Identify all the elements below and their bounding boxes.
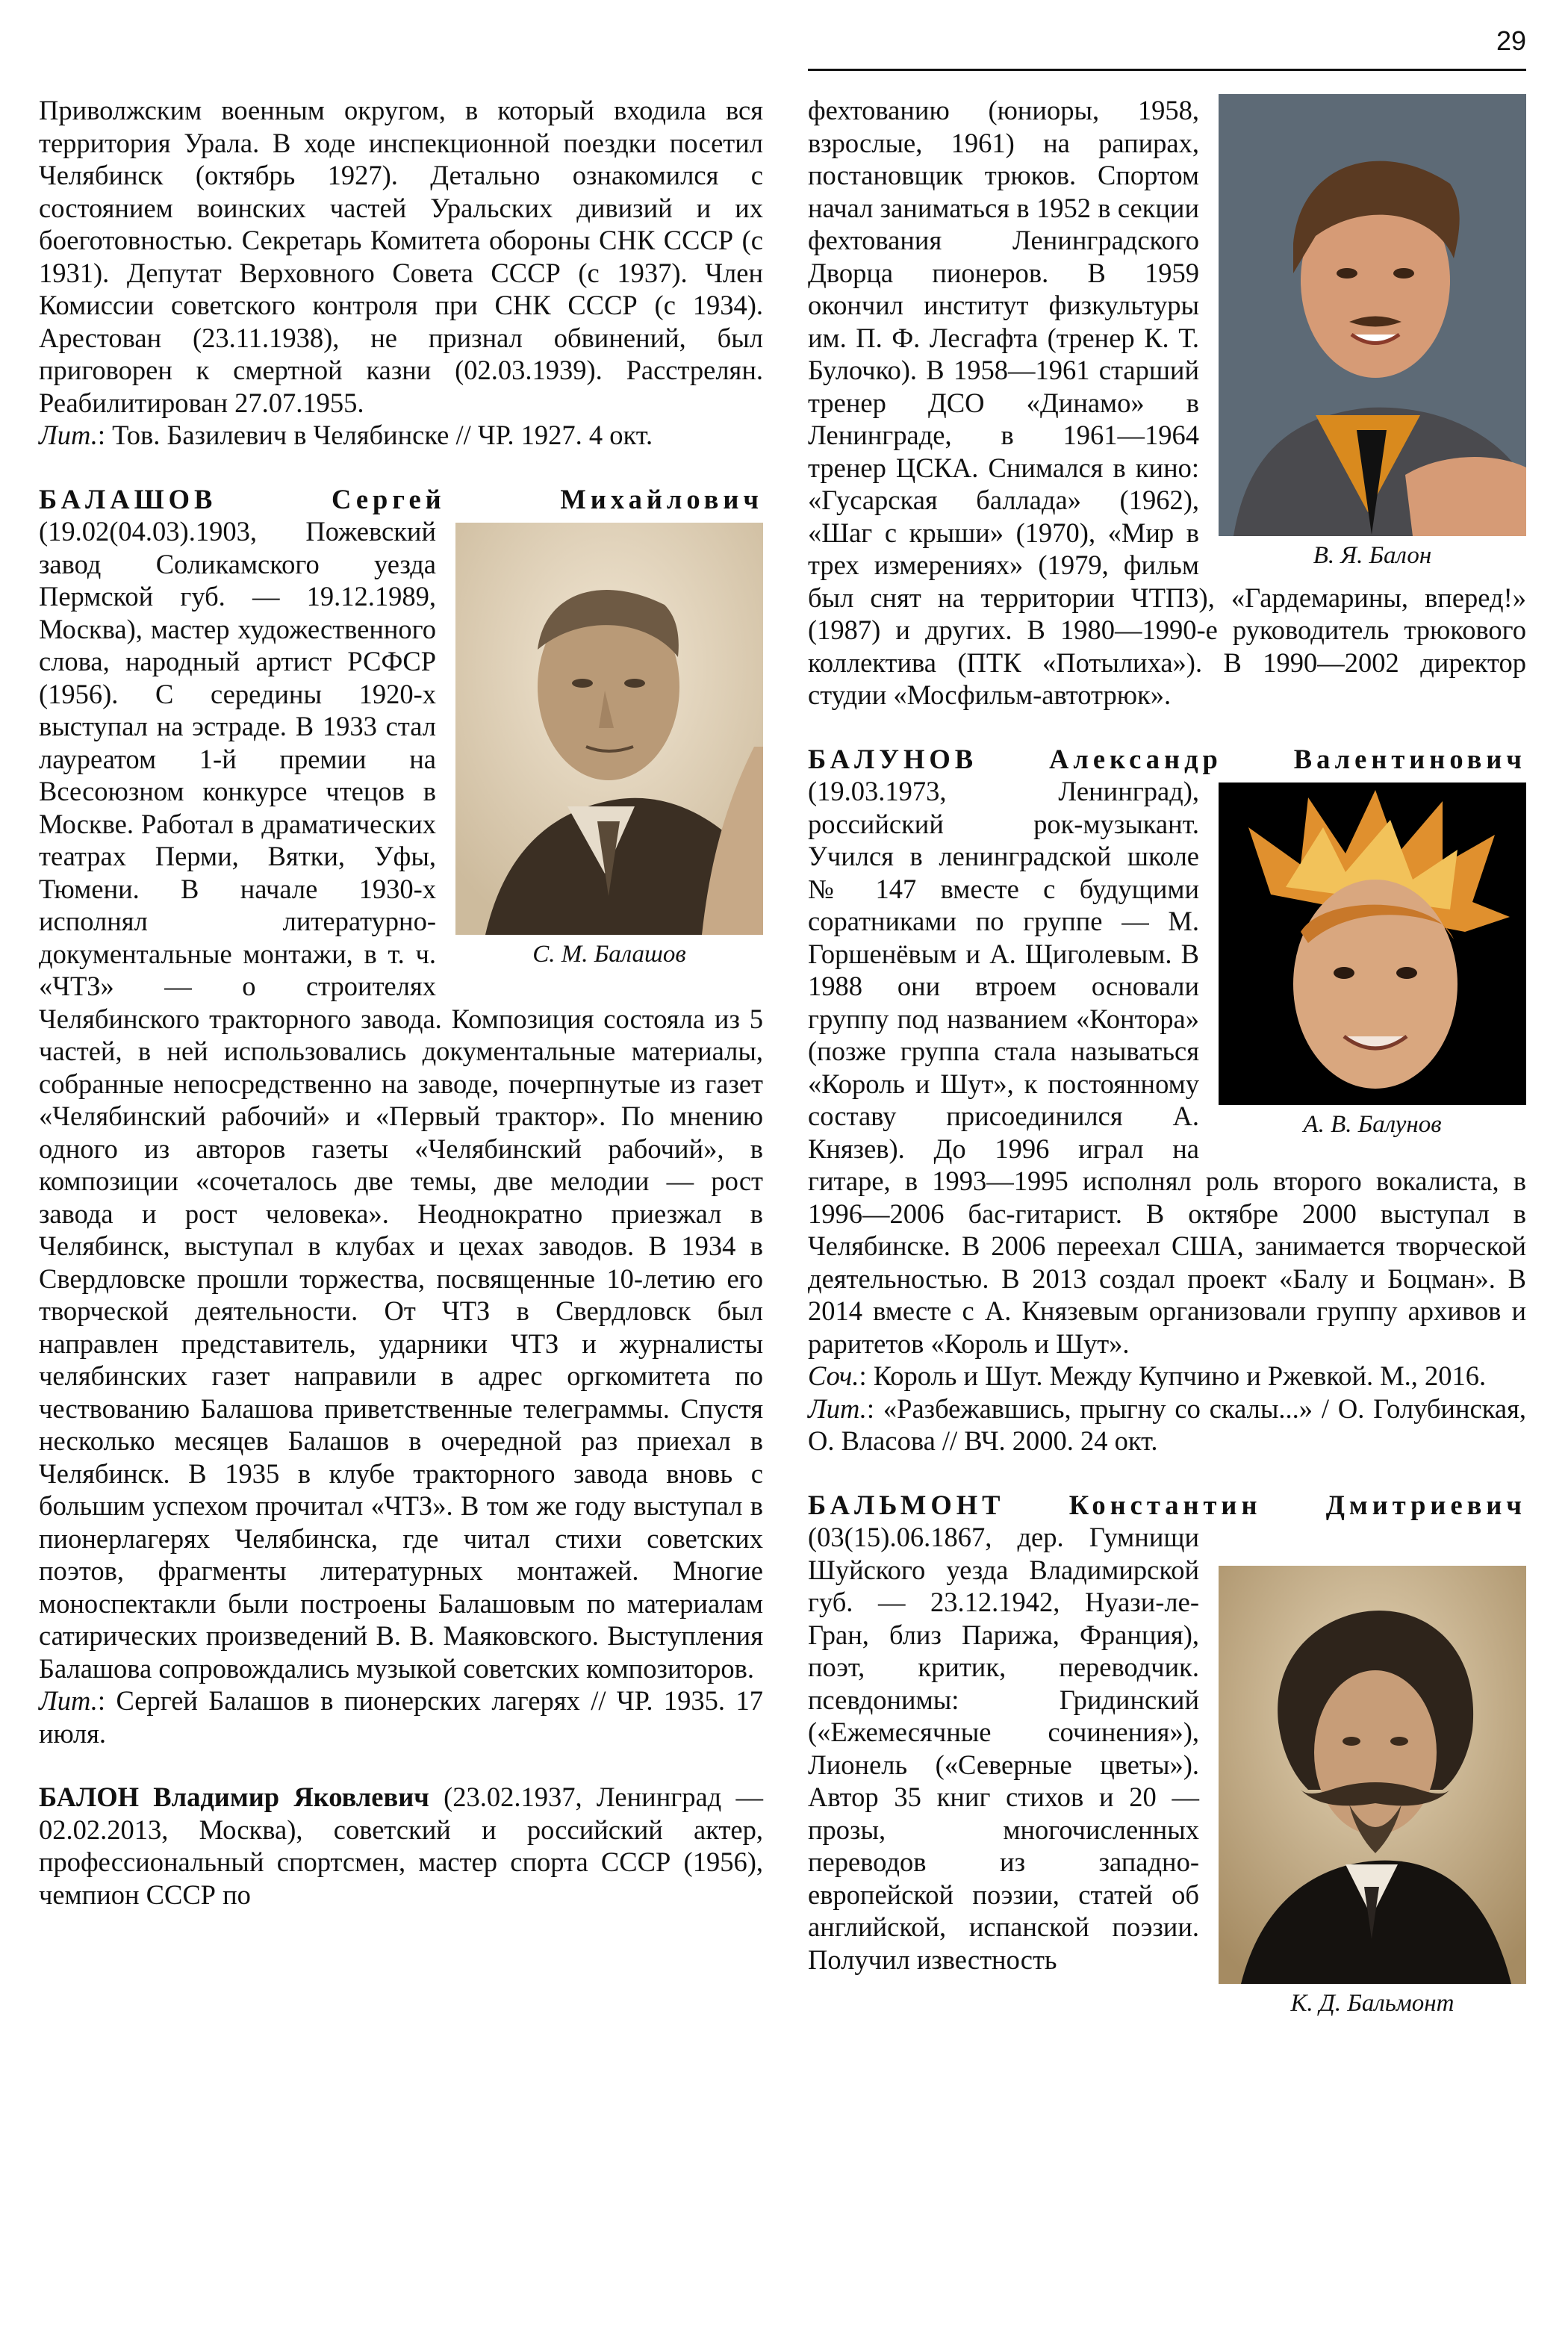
balmont-entry bbox=[808, 1489, 1526, 2017]
balashov-heading: БАЛАШОВ Сергей Михайлович bbox=[39, 483, 763, 514]
balunov-figure bbox=[1219, 783, 1526, 1139]
balon-entry-cont bbox=[808, 94, 1526, 712]
intro-literature: Лит.: Тов. Базилевич в Челябинске // ЧР. 1927. 4 окт. bbox=[39, 420, 653, 450]
balmont-figure bbox=[1219, 1566, 1526, 2018]
entry-gap bbox=[808, 1457, 1526, 1489]
balon-figure bbox=[1219, 94, 1526, 570]
balon-heading: БАЛОН Владимир Яковлевич bbox=[39, 1782, 429, 1812]
balashov-figure bbox=[455, 523, 763, 969]
balashov-text: (19.02(04.03).1903, Пожевский завод Соликамского уезда Пермской губ. — 19.12.1989, Москва), мастер художественного слова, народный артист РСФСР (1956). С середины 1920-х выступал на эстраде. В 1933 стал лауреатом 1-й премии на Всесоюзном конкурсе чтецов в Москве. Работал в драматических театрах Перми, Вятки, Уфы, Тюмени. В начале 1930-х исполнял литературно-документальные монтажи, в т. ч. «ЧТЗ» — о строителях Челябинского тракторного завода. Композиция состояла из 5 частей, в ней использовались документальные материалы, собранные непосредственно на заводе, почерпнутые из газет «Челябинский рабочий» и «Первый трактор». По мнению одного из авторов газеты «Челябинский рабочий», в композиции «сочеталось две темы, две мелодии — рост завода и рост человека». Неоднократно приезжал в Челябинск, выступал в клубах и цехах заводов. В 1934 в Свердловске прошли торжества, посвященные 10-летию его творческой деятельности. От ЧТЗ в Свердловск был направлен представитель, ударники ЧТЗ и журналисты челябинских газет направили в адрес оргкомитета по чествованию Балашова приветственные телеграммы. Спустя несколько месяцев Балашов в очередной раз приехал в Челябинск. В 1935 в клубе тракторного завода вновь с большим успехом прочитал «ЧТЗ». В том же году выступал в пионерлагерях Челябинска, где читал стихи советских поэтов, фрагменты литературных монтажей. Многие моноспектакли были построены Балашовым по материалам сатирических произведений В. В. Маяковского. Выступления Балашова сопровождались музыкой советских композиторов. bbox=[39, 516, 763, 1684]
balunov-photo bbox=[1219, 783, 1526, 1105]
balmont-photo bbox=[1219, 1566, 1526, 1984]
right-column bbox=[808, 94, 1526, 2021]
balmont-text: (03(15).06.1867, дер. Гумнищи Шуйского уезда Владимирской губ. — 23.12.1942, Нуази-ле-Гран, близ Парижа, Франция), поэт, критик, переводчик. псевдонимы: Гридинский («Ежемесячные сочинения»), Лионель («Северные цветы»). Автор 35 книг стихов и 20 — прозы, многочисленных переводов из западно-европейской поэзии, статей об английской, испанской поэзии. Получил известность bbox=[808, 1522, 1199, 1975]
balmont-heading: БАЛЬМОНТ Константин Дмитриевич bbox=[808, 1489, 1526, 1520]
balashov-literature: Лит.: Сергей Балашов в пионерских лагерях // ЧР. 1935. 17 июля. bbox=[39, 1685, 763, 1749]
balon-caption: В. Я. Балон bbox=[1313, 542, 1432, 569]
balunov-literature: Лит.: «Разбежавшись, прыгну со скалы...» / О. Голубинская, О. Власова // ВЧ. 2000. 24 окт. bbox=[808, 1393, 1526, 1456]
balunov-works: Соч.: Король и Шут. Между Купчино и Ржевкой. М., 2016. bbox=[808, 1360, 1487, 1391]
balon-entry-start bbox=[39, 1781, 763, 1911]
page-number: 29 bbox=[1496, 25, 1526, 56]
balashov-photo bbox=[455, 523, 763, 935]
balunov-heading: БАЛУНОВ Александр Валентинович bbox=[808, 743, 1526, 774]
balon-text-left: (23.02.1937, Ленинград — 02.02.2013, Москва), советский и российский актер, профессиональный спортсмен, мастер спорта СССР (1956), чемпион СССР по bbox=[39, 1782, 764, 1910]
balashov-caption: С. М. Балашов bbox=[532, 941, 686, 968]
balon-text-right: фехтованию (юниоры, 1958, взрослые, 1961) на рапирах, постановщик трюков. Спортом начал заниматься в 1952 в секции фехтования Ленинградского Дворца пионеров. В 1959 окончил институт физкультуры им. П. Ф. Лесгафта (тренер К. Т. Булочко). В 1958—1961 старший тренер ДСО «Динамо» в Ленинграде, в 1961—1964 тренер ЦСКА. Снимался в кино: «Гусарская баллада» (1962), «Шаг с крыши» (1970), «Мир в трех измерениях» (1979, фильм был снят на территории ЧТПЗ), «Гардемарины, вперед!» (1987) и других. В 1980—1990-е руководитель трюкового коллектива (ПТК «Потылиха»). В 1990—2002 директор студии «Мосфильм-автотрюк». bbox=[808, 95, 1526, 710]
left-column bbox=[39, 94, 763, 1911]
balunov-caption: А. В. Балунов bbox=[1303, 1111, 1442, 1138]
intro-paragraph: Приволжским военным округом, в который входила вся территория Урала. В ходе инспекционной поездки посетил Челябинск (октябрь 1927). Детально ознакомился с состоянием воинских частей Уральских дивизий и их боеготовностью. Секретарь Комитета обороны СНК СССР (с 1931). Депутат Верховного Совета СССР (с 1937). Член Комиссии советского контроля при СНК СССР (с 1934). Арестован (23.11.1938), не признал обвинений, был приговорен к смертной казни (02.03.1939). Расстрелян. Реабилитирован 27.07.1955. bbox=[39, 95, 763, 418]
balashov-entry bbox=[39, 483, 763, 1685]
balunov-entry bbox=[808, 743, 1526, 1360]
entry-gap bbox=[39, 1749, 763, 1781]
header-rule bbox=[808, 69, 1526, 71]
entry-gap bbox=[39, 452, 763, 483]
entry-gap bbox=[808, 712, 1526, 743]
balunov-text: (19.03.1973, Ленинград), российский рок-музыкант. Учился в ленинградской школе № 147 вместе с будущими соратниками по группе — М. Горшенёвым и А. Щиголевым. В 1988 они втроем основали группу под названием «Контора» (позже группа стала называться «Король и Шут», к постоянному составу присоединился А. Князев). До 1996 играл на гитаре, в 1993—1995 исполнял роль второго вокалиста, в 1996—2006 бас-гитарист. В октябре 2000 выступал в Челябинске. В 2006 переехал США, занимается творческой деятельностью. В 2013 создал проект «Балу и Боцман». В 2014 вместе с А. Князевым организовали группу архивов и раритетов «Король и Шут». bbox=[808, 776, 1526, 1359]
balon-photo bbox=[1219, 94, 1526, 536]
balmont-caption: К. Д. Бальмонт bbox=[1290, 1990, 1455, 2017]
